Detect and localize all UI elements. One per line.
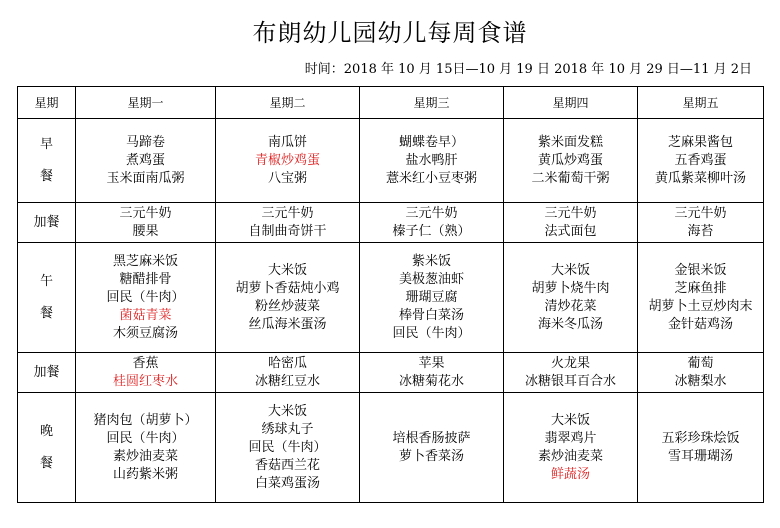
menu-cell-fri xyxy=(638,203,764,243)
dish-item: 素炒油麦菜 xyxy=(537,448,603,464)
meal-label: 加餐 xyxy=(18,353,76,393)
dish-item: 玉米面南瓜粥 xyxy=(106,170,185,186)
dish-item: 青椒炒鸡蛋 xyxy=(254,152,320,168)
meal-label xyxy=(18,119,76,203)
dish-item: 回民（牛肉） xyxy=(106,430,185,446)
dish-item: 胡萝卜香菇炖小鸡 xyxy=(235,280,340,296)
breakfast-row xyxy=(18,119,764,203)
dish-item: 五彩珍珠烩饭 xyxy=(661,430,740,446)
dish-item: 桂圆红枣水 xyxy=(112,373,178,389)
day-header-fri: 星期五 xyxy=(638,87,764,119)
menu-cell-mon xyxy=(76,203,216,243)
menu-cell-tue xyxy=(216,353,360,393)
dish-item: 葡萄 xyxy=(687,355,714,371)
dish-item: 香蕉 xyxy=(132,355,159,371)
dish-item: 紫米饭 xyxy=(411,253,451,269)
dish-item: 胡萝卜烧牛肉 xyxy=(531,280,610,296)
dinner-row xyxy=(18,393,764,503)
dish-item: 丝瓜海米蛋汤 xyxy=(248,316,327,332)
dish-item: 猪肉包（胡萝卜） xyxy=(93,412,198,428)
morning-snack-row xyxy=(18,203,764,243)
meal-label: 加餐 xyxy=(18,203,76,243)
weekly-menu-table xyxy=(17,86,764,503)
dish-item: 大米饭 xyxy=(550,262,590,278)
dish-item: 回民（牛肉） xyxy=(248,439,327,455)
dish-item: 棒骨白菜汤 xyxy=(398,307,464,323)
dish-item: 三元牛奶 xyxy=(261,205,314,221)
dish-item: 黑芝麻米饭 xyxy=(112,253,178,269)
menu-cell-wed xyxy=(360,353,504,393)
dish-item: 三元牛奶 xyxy=(674,205,727,221)
menu-cell-fri xyxy=(638,119,764,203)
dish-item: 芝麻果酱包 xyxy=(667,134,733,150)
dish-item: 金针菇鸡汤 xyxy=(667,316,733,332)
dish-item: 榛子仁（熟） xyxy=(392,223,471,239)
day-header-mon: 星期一 xyxy=(76,87,216,119)
menu-cell-thu xyxy=(504,353,638,393)
dish-item: 海苔 xyxy=(687,223,714,239)
dish-item: 苹果 xyxy=(418,355,445,371)
dish-item: 大米饭 xyxy=(550,412,590,428)
meal-label-char: 餐 xyxy=(39,455,53,471)
dish-item: 山药紫米粥 xyxy=(112,466,178,482)
dish-item: 鲜蔬汤 xyxy=(550,466,590,482)
dish-item: 南瓜饼 xyxy=(267,134,307,150)
dish-item: 菌菇青菜 xyxy=(119,307,172,323)
dish-item: 大米饭 xyxy=(267,403,307,419)
dish-item: 白菜鸡蛋汤 xyxy=(254,475,320,491)
menu-cell-thu xyxy=(504,203,638,243)
day-header-tue: 星期二 xyxy=(216,87,360,119)
menu-cell-wed xyxy=(360,203,504,243)
dish-item: 培根香肠披萨 xyxy=(392,430,471,446)
dish-item: 火龙果 xyxy=(550,355,590,371)
dish-item: 香菇西兰花 xyxy=(254,457,320,473)
menu-cell-wed xyxy=(360,243,504,353)
meal-label-char: 餐 xyxy=(39,168,53,184)
dish-item: 五香鸡蛋 xyxy=(674,152,727,168)
dish-item: 回民（牛肉） xyxy=(392,325,471,341)
dish-item: 盐水鸭肝 xyxy=(405,152,458,168)
dish-item: 薏米红小豆枣粥 xyxy=(385,170,477,186)
menu-cell-thu xyxy=(504,119,638,203)
dish-item: 芝麻鱼排 xyxy=(674,280,727,296)
dish-item: 回民（牛肉） xyxy=(106,289,185,305)
dish-item: 胡萝卜土豆炒肉末 xyxy=(648,298,753,314)
menu-cell-tue xyxy=(216,119,360,203)
menu-cell-tue xyxy=(216,203,360,243)
meal-label xyxy=(18,393,76,503)
menu-cell-fri xyxy=(638,353,764,393)
dish-item: 木须豆腐汤 xyxy=(112,325,178,341)
dish-item: 萝卜香菜汤 xyxy=(398,448,464,464)
dish-item: 珊瑚豆腐 xyxy=(405,289,458,305)
meal-label-char: 餐 xyxy=(39,305,53,321)
menu-cell-tue xyxy=(216,393,360,503)
afternoon-snack-row xyxy=(18,353,764,393)
header-row xyxy=(18,87,764,119)
dish-item: 煮鸡蛋 xyxy=(125,152,165,168)
dish-item: 粉丝炒菠菜 xyxy=(254,298,320,314)
date-range: 时间：2018 年 10 月 15日—10 月 19 日 2018 年 10 月 29 日—11 月 2日 xyxy=(304,62,752,77)
day-header-wed: 星期三 xyxy=(360,87,504,119)
dish-item: 金银米饭 xyxy=(674,262,727,278)
dish-item: 自制曲奇饼干 xyxy=(248,223,327,239)
dish-item: 三元牛奶 xyxy=(544,205,597,221)
meal-label-char: 晚 xyxy=(39,423,53,439)
dish-item: 二米葡萄干粥 xyxy=(531,170,610,186)
page-title: 布朗幼儿园幼儿每周食谱 xyxy=(252,19,528,47)
dish-item: 海米冬瓜汤 xyxy=(537,316,603,332)
dish-item: 哈密瓜 xyxy=(267,355,307,371)
dish-item: 绣球丸子 xyxy=(261,421,314,437)
dish-item: 黄瓜炒鸡蛋 xyxy=(537,152,603,168)
dish-item: 八宝粥 xyxy=(267,170,307,186)
menu-cell-fri xyxy=(638,393,764,503)
dish-item: 马蹄卷 xyxy=(125,134,165,150)
menu-cell-fri xyxy=(638,243,764,353)
dish-item: 美极葱油虾 xyxy=(398,271,464,287)
dish-item: 冰糖梨水 xyxy=(674,373,727,389)
day-header-thu: 星期四 xyxy=(504,87,638,119)
menu-cell-mon xyxy=(76,243,216,353)
dish-item: 三元牛奶 xyxy=(405,205,458,221)
menu-cell-wed xyxy=(360,119,504,203)
dish-item: 腰果 xyxy=(132,223,159,239)
dish-item: 冰糖银耳百合水 xyxy=(524,373,616,389)
dish-item: 大米饭 xyxy=(267,262,307,278)
dish-item: 黄瓜紫菜柳叶汤 xyxy=(654,170,746,186)
menu-cell-thu xyxy=(504,243,638,353)
menu-cell-mon xyxy=(76,353,216,393)
meal-label xyxy=(18,243,76,353)
meal-label-char: 午 xyxy=(39,273,53,289)
dish-item: 蝴蝶卷早） xyxy=(398,134,464,150)
dish-item: 紫米面发糕 xyxy=(537,134,603,150)
dish-item: 三元牛奶 xyxy=(119,205,172,221)
menu-cell-tue xyxy=(216,243,360,353)
dish-item: 清炒花菜 xyxy=(544,298,597,314)
menu-cell-mon xyxy=(76,119,216,203)
dish-item: 糖醋排骨 xyxy=(119,271,172,287)
dish-item: 法式面包 xyxy=(544,223,597,239)
menu-cell-mon xyxy=(76,393,216,503)
dish-item: 素炒油麦菜 xyxy=(112,448,178,464)
dish-item: 雪耳珊瑚汤 xyxy=(667,448,733,464)
dish-item: 冰糖菊花水 xyxy=(398,373,464,389)
dish-item: 翡翠鸡片 xyxy=(544,430,597,446)
menu-cell-wed xyxy=(360,393,504,503)
lunch-row xyxy=(18,243,764,353)
corner-cell: 星期 xyxy=(18,87,76,119)
dish-item: 冰糖红豆水 xyxy=(254,373,320,389)
meal-label-char: 早 xyxy=(39,136,53,152)
menu-cell-thu xyxy=(504,393,638,503)
